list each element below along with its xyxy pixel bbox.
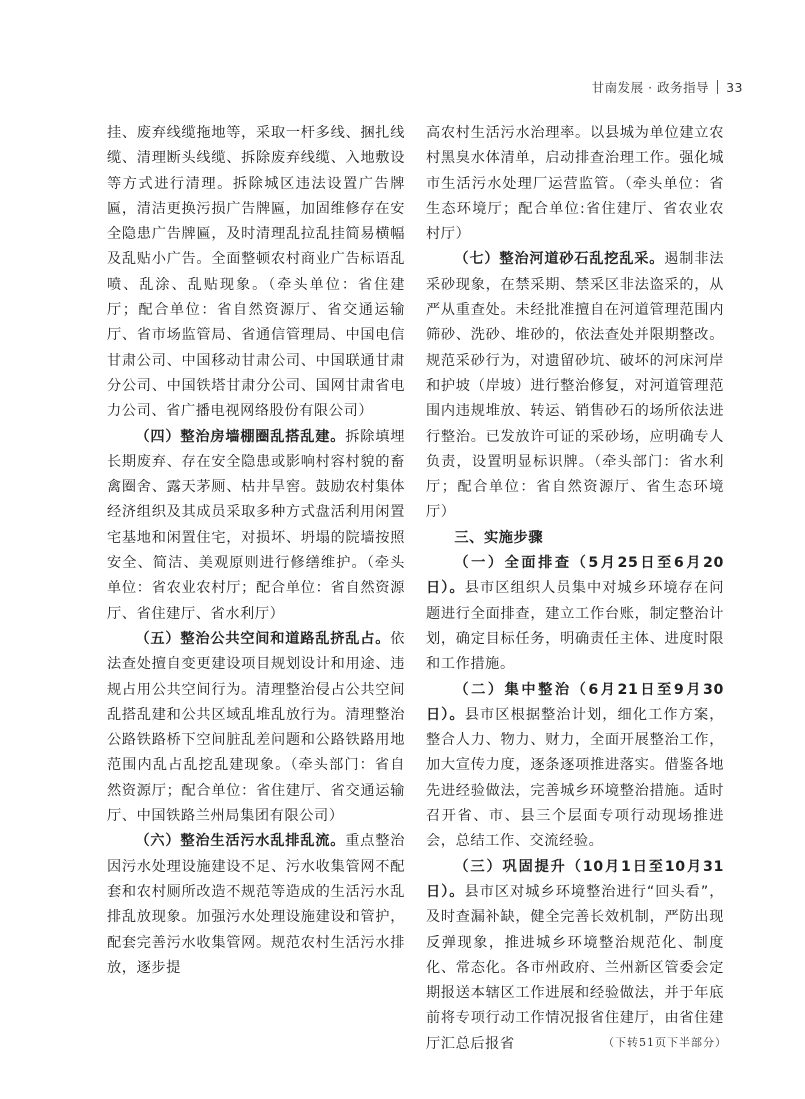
subsection-heading: （六）整治生活污水乱排乱流。 (135, 833, 346, 850)
subsection-heading: （一）全面排查（5月25日至6月20日）。 (426, 555, 724, 597)
paragraph (107, 627, 405, 829)
left-column (107, 121, 405, 981)
header-title: 甘南发展 · 政务指导 (591, 80, 710, 95)
page-header (592, 78, 743, 96)
subsection-heading: （七）整治河道砂石乱挖乱采。 (454, 251, 665, 268)
paragraph: 高农村生活污水治理率。以县城为单位建立农村黑臭水体清单，启动排查治理工作。强化城市生活污水处理厂运营监管。（牵头单位：省生态环境厅；配合单位:省住建厅、省农业农村厅） (426, 125, 724, 243)
continuation-note: （下转51页下半部分） (603, 1036, 727, 1049)
paragraph (107, 425, 405, 627)
page-number: 33 (726, 79, 743, 95)
subsection-heading: （三）巩固提升（10月1日至10月31日）。 (426, 858, 724, 900)
right-column (426, 121, 724, 1057)
paragraph-body: 县市区根据整治计划，细化工作方案，整合人力、物力、财力，全面开展整治工作，加大宣传力度，逐条逐项推进落实。借鉴各地先进经验做法，完善城乡环境整治措施。适时召开省、市、县三个层面专项行动现场推进会，总结工作、交流经验。 (426, 706, 725, 850)
paragraph (426, 551, 724, 677)
header-divider (717, 80, 718, 94)
paragraph (426, 855, 724, 1057)
paragraph (426, 247, 724, 525)
paragraph-body: 县市区组织人员集中对城乡环境存在问题进行全面排查，建立工作台账，制定整治计划，确定目标任务，明确责任主体、进度时限和工作措施。 (426, 580, 725, 673)
subsection-heading: （二）集中整治（6月21日至9月30日）。 (426, 681, 724, 723)
paragraph (107, 829, 405, 981)
paragraph: 挂、废弃线缆拖地等，采取一杆多线、捆扎线缆、清理断头线缆、拆除废弃线缆、入地敷设等方式进行清理。拆除城区违法设置广告牌匾，清洁更换污损广告牌匾，加固维修存在安全隐患广告牌匾，及时清理乱拉乱挂简易横幅及乱贴小广告。全面整顿农村商业广告标语乱喷、乱涂、乱贴现象。（牵头单位：省住建厅；配合单位：省自然资源厅、省交通运输厅、省市场监管局、省通信管理局、中国电信甘肃公司、中国移动甘肃公司、中国联通甘肃分公司、中国铁塔甘肃分公司、国网甘肃省电力公司、省广播电视网络股份有限公司） (107, 125, 405, 420)
subsection-heading: （五）整治公共空间和道路乱挤乱占。 (135, 630, 391, 647)
section-title: 三、实施步骤 (454, 529, 544, 546)
subsection-heading: （四）整治房墙棚圈乱搭乱建。 (135, 428, 346, 445)
paragraph-body: 遏制非法采砂现象，在禁采期、禁采区非法盗采的，从严从重查处。未经批准擅自在河道管理范围内筛砂、洗砂、堆砂的，依法查处并限期整改。规范采砂行为，对遗留砂坑、破坏的河床河岸和护坡（岸坡）进行整治修复，对河道管理范围内违规堆放、转运、销售砂石的场所依法进行整治。已发放许可证的采砂场，应明确专人负责，设置明显标识牌。（牵头部门：省水利厅；配合单位：省自然资源厅、省生态环境厅） (426, 251, 725, 521)
paragraph-body: 县市区对城乡环境整治进行“回头看”，及时查漏补缺，健全完善长效机制，严防出现反弹现象，推进城乡环境整治规范化、制度化、常态化。各市州政府、兰州新区管委会定期报送本辖区工作进展和经验做法，并于年底前将专项行动工作情况报省住建厅，由省住建厅汇总后报省 (426, 883, 724, 1052)
paragraph-body: 依法查处擅自变更建设项目规划设计和用途、违规占用公共空间行为。清理整治侵占公共空间乱搭乱建和公共区域乱堆乱放行为。清理整治公路铁路桥下空间脏乱差问题和公路铁路用地范围内乱占乱挖乱建现象。（牵头部门：省自然资源厅；配合单位：省住建厅、省交通运输厅、中国铁路兰州局集团有限公司） (107, 630, 405, 825)
paragraph-body: 重点整治因污水处理设施建设不足、污水收集管网不配套和农村厕所改造不规范等造成的生活污水乱排乱放现象。加强污水处理设施建设和管护，配套完善污水收集管网。规范农村生活污水排放，逐步提 (107, 833, 406, 976)
paragraph-body: 拆除填埋长期废弃、存在安全隐患或影响村容村貌的畜禽圈舍、露天茅厕、枯井旱窖。鼓励农村集体经济组织及其成员采取多种方式盘活利用闲置宅基地和闲置住宅，对损坏、坍塌的院墙按照安全、简洁、美观原则进行修缮维护。（牵头单位：省农业农村厅；配合单位：省自然资源厅、省住建厅、省水利厅） (107, 428, 406, 622)
paragraph (426, 678, 724, 855)
